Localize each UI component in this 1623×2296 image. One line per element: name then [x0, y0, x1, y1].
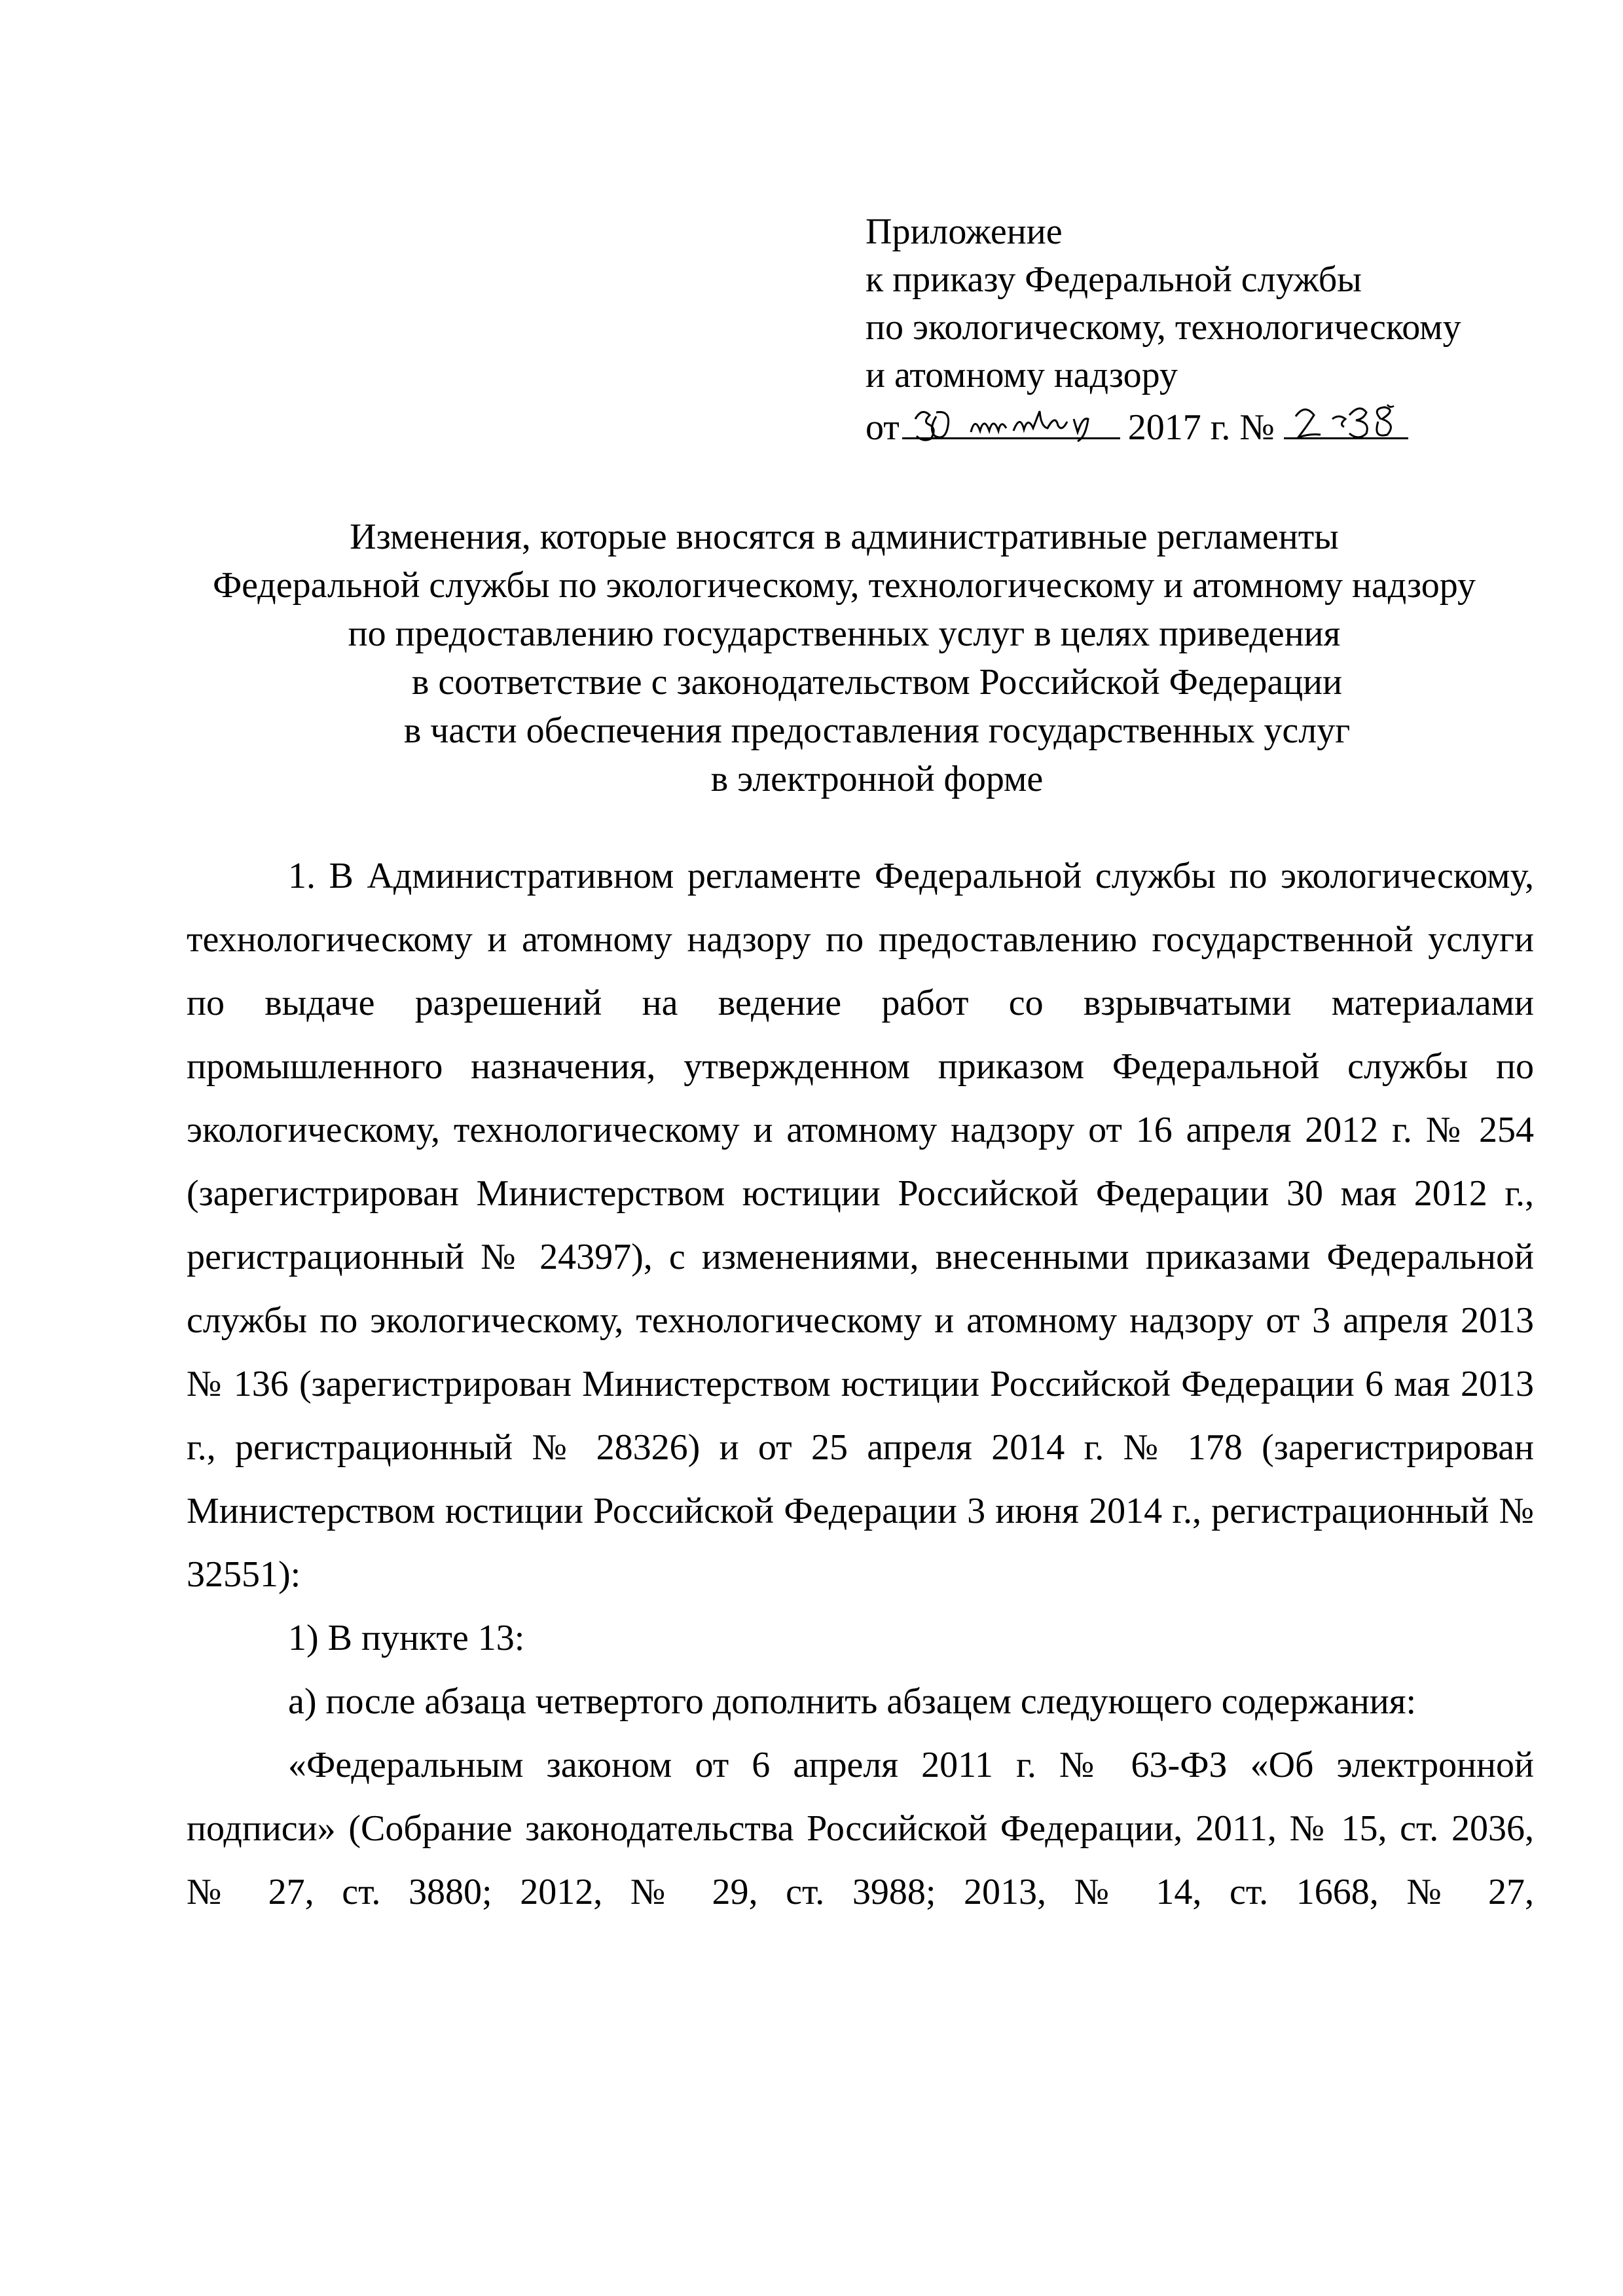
- paragraph-1: 1. В Административном регламенте Федеральной службы по экологическому, технологическому и атомному надзору по предоставлению государственной услуги по выдаче разрешений на ведение работ со взрывчатыми материалами промышленного назначения, утвержденном приказом Федеральной службы по экологическому, технологическому и атомному надзору от 16 апреля 2012 г. № 254 (зарегистрирован Министерством юстиции Российской Федерации 30 мая 2012 г., регистрационный № 24397), с изменениями, внесенными приказами Федеральной службы по экологическому, технологическому и атомному надзору от 3 апреля 2013 № 136 (зарегистрирован Министерством юстиции Российской Федерации 6 мая 2013 г., регистрационный № 28326) и от 25 апреля 2014 г. № 178 (зарегистрирован Министерством юстиции Российской Федерации 3 июня 2014 г., регистрационный № 32551):: [187, 856, 1534, 1595]
- title-line-3: по предоставлению государственных услуг в целях приведения: [348, 613, 1341, 654]
- appendix-line-order: к приказу Федеральной службы: [866, 259, 1362, 300]
- document-body: [187, 845, 1534, 1924]
- appendix-line-supervision: и атомному надзору: [866, 355, 1178, 395]
- title-line-5: в части обеспечения предоставления государственных услуг: [403, 710, 1351, 751]
- paragraph-2: «Федеральным законом от 6 апреля 2011 г. № 63-ФЗ «Об электронной подписи» (Собрание законодательства Российской Федерации, 2011, № 15, ст. 2036, № 27, ст. 3880; 2012, № 29, ст. 3988; 2013, № 14, ст. 1668, № 27,: [187, 1745, 1534, 1912]
- list-item-a: а) после абзаца четвертого дополнить абзацем следующего содержания:: [288, 1681, 1417, 1722]
- title-line-6: в электронной форме: [710, 759, 1044, 799]
- appendix-title: Приложение: [866, 211, 1063, 252]
- number-blank: [1284, 399, 1408, 439]
- title-line-1: Изменения, которые вносятся в административные регламенты: [350, 517, 1339, 557]
- handwritten-number-icon: [1284, 399, 1415, 445]
- order-date-line: [866, 399, 1540, 452]
- order-year: 2017 г. №: [1127, 407, 1275, 448]
- title-line-2: Федеральной службы по экологическому, технологическому и атомному надзору: [212, 565, 1476, 606]
- appendix-line-scope: по экологическому, технологическому: [866, 307, 1461, 348]
- title-line-4: в соответствие с законодательством Российской Федерации: [411, 662, 1343, 702]
- appendix-block: [866, 208, 1540, 452]
- list-item-1: 1) В пункте 13:: [288, 1618, 525, 1658]
- document-title: [131, 513, 1558, 803]
- handwritten-date-icon: [902, 399, 1125, 445]
- date-blank: [902, 399, 1120, 439]
- date-prefix: от: [866, 407, 900, 448]
